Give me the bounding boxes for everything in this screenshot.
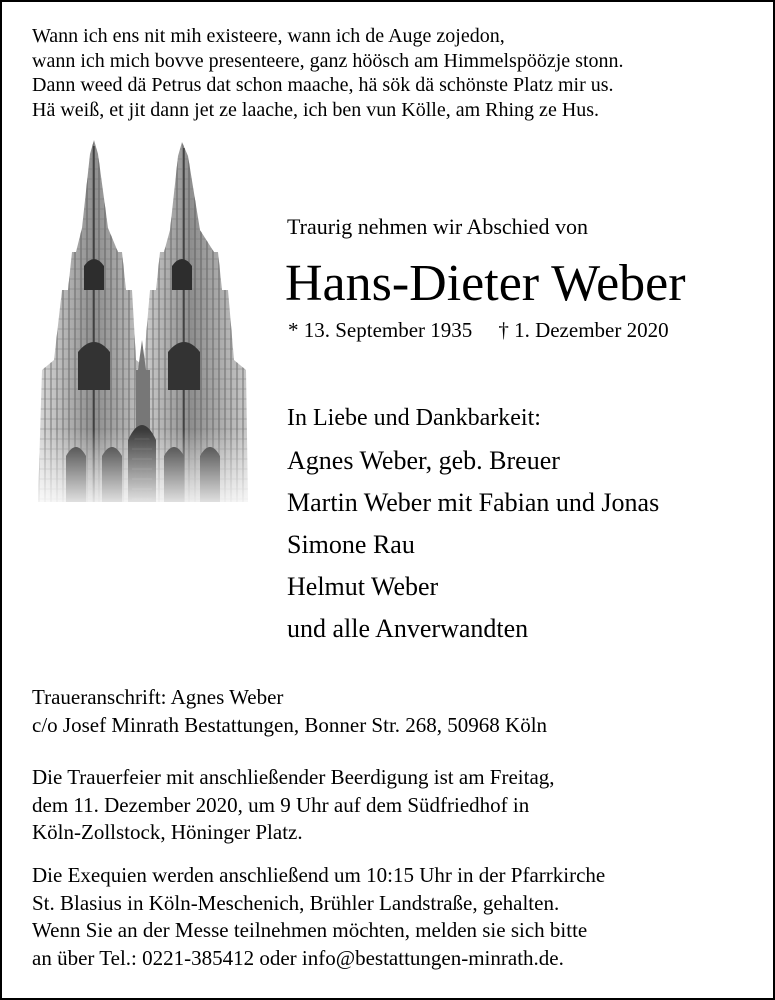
address-line: c/o Josef Minrath Bestattungen, Bonner Str. 268, 50968 Köln (32, 712, 548, 737)
poem-line: Dann weed dä Petrus dat schon maache, hä sök dä schönste Platz mir us. (32, 74, 614, 96)
mourner-name: Agnes Weber, geb. Breuer (287, 446, 560, 475)
death-date: † 1. Dezember 2020 (498, 318, 669, 342)
mourner-name: Martin Weber mit Fabian und Jonas (287, 488, 660, 517)
mourner-name: Simone Rau (287, 530, 415, 559)
announcement-intro: Traurig nehmen wir Abschied von (287, 214, 589, 239)
mass-details (32, 862, 767, 972)
mass-line: Wenn Sie an der Messe teilnehmen möchten, melden sie sich bitte (32, 918, 588, 942)
poem-line: Wann ich ens nit mih existeere, wann ich de Auge zojedon, (32, 25, 505, 47)
funeral-line: Die Trauerfeier mit anschließender Beerdigung ist am Freitag, (32, 765, 555, 789)
mourner-name: Helmut Weber (287, 572, 439, 601)
funeral-details (32, 764, 767, 847)
poem-line: Hä weiß, et jit dann jet ze laache, ich ben vun Kölle, am Rhing ze Hus. (32, 98, 600, 121)
poem-line: wann ich mich bovve presenteere, ganz höösch am Himmelspöözje stonn. (32, 49, 624, 72)
deceased-name: Hans-Dieter Weber (285, 255, 686, 312)
mourner-name: und alle Anverwandten (287, 614, 529, 643)
funeral-line: Köln-Zollstock, Höninger Platz. (32, 820, 303, 844)
life-dates (288, 318, 669, 343)
mourners-lead: In Liebe und Dankbarkeit: (287, 405, 541, 431)
funeral-line: dem 11. Dezember 2020, um 9 Uhr auf dem Südfriedhof in (32, 792, 530, 817)
condolence-address (32, 684, 767, 739)
mass-line: Die Exequien werden anschließend um 10:15 Uhr in der Pfarrkirche (32, 863, 606, 887)
address-line: Traueranschrift: Agnes Weber (32, 685, 284, 709)
mass-line: St. Blasius in Köln-Meschenich, Brühler Landstraße, gehalten. (32, 890, 560, 915)
cologne-cathedral-image (32, 140, 254, 502)
mass-contact-line: an über Tel.: 0221-385412 oder info@bestattungen-minrath.de. (32, 945, 564, 970)
birth-date: * 13. September 1935 (288, 318, 473, 342)
mourners-list (287, 400, 659, 650)
poem (32, 24, 762, 122)
